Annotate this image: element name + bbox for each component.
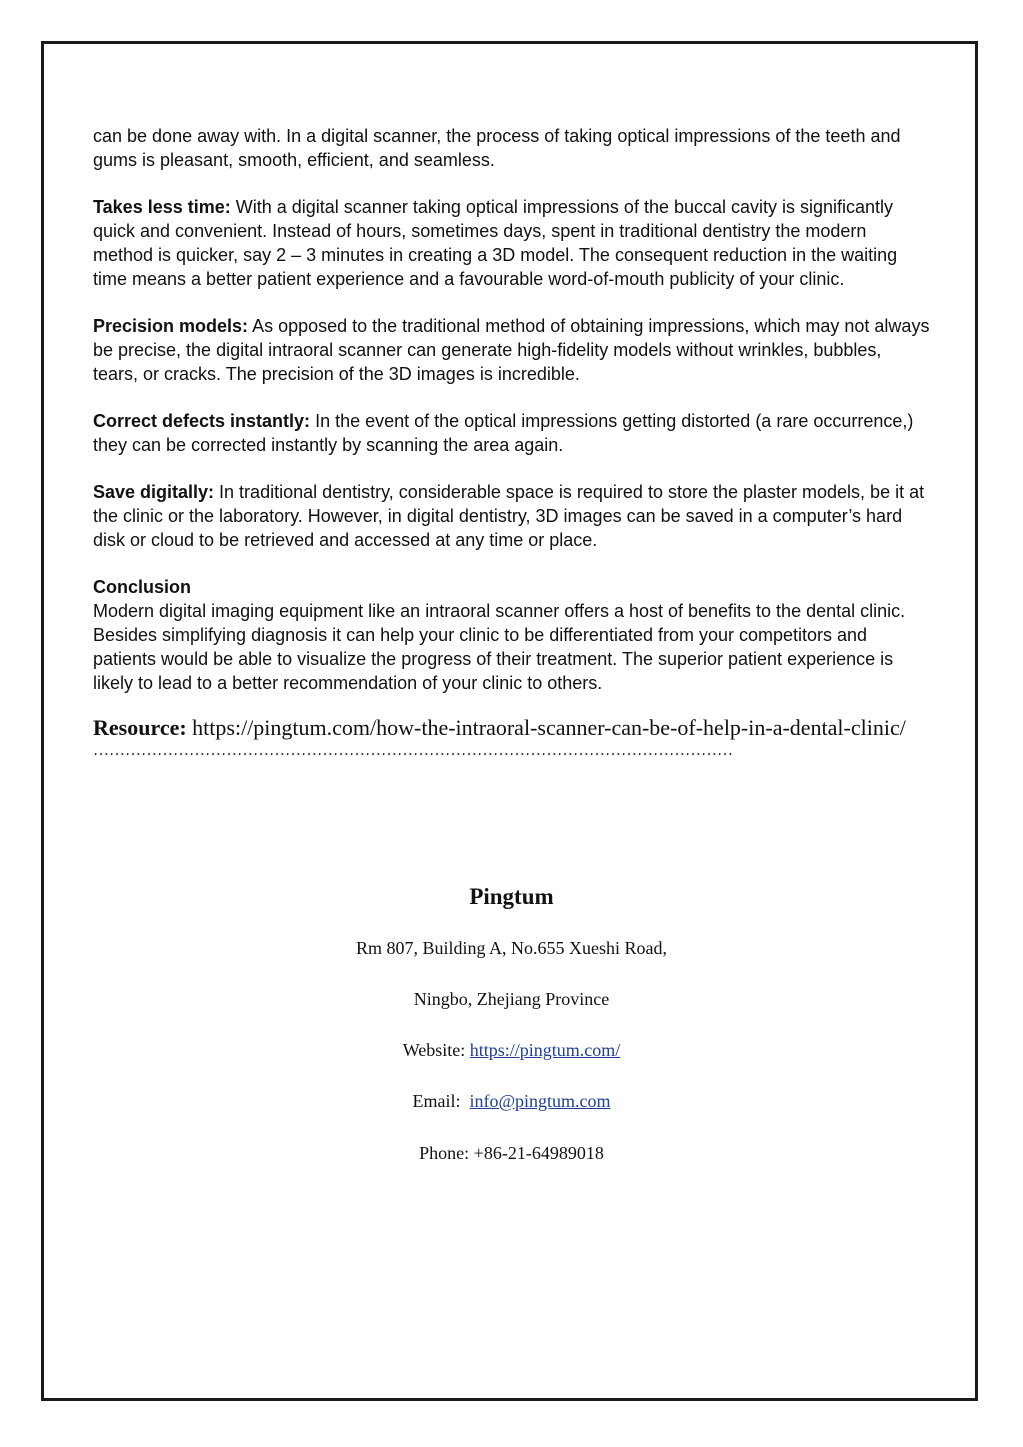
section-save-digitally bbox=[93, 480, 931, 552]
resource-line bbox=[93, 712, 931, 744]
email-link[interactable]: info@pingtum.com bbox=[469, 1091, 611, 1111]
website-label: Website: bbox=[402, 1040, 470, 1060]
resource-url[interactable]: https://pingtum.com/how-the-intraoral-scanner-can-be-of-help-in-a-dental-clinic/ bbox=[186, 715, 906, 740]
section-heading: Precision models: bbox=[93, 316, 249, 336]
conclusion-heading: Conclusion bbox=[93, 577, 191, 597]
section-heading: Takes less time: bbox=[93, 197, 231, 217]
section-correct-defects bbox=[93, 409, 931, 457]
intro-paragraph: can be done away with. In a digital scanner, the process of taking optical impressions of the teeth and gums is pleasant, smooth, efficient, and seamless. bbox=[93, 126, 901, 170]
website-link[interactable]: https://pingtum.com/ bbox=[469, 1040, 621, 1060]
dotted-divider: ………………………………………………………………………………………………………… bbox=[93, 742, 733, 759]
section-text: In the event of the optical impressions getting distorted (a rare occurrence,) they can be corrected instantly by scanning the area again. bbox=[93, 411, 914, 455]
section-heading: Save digitally: bbox=[93, 482, 215, 502]
section-takes-less-time bbox=[93, 195, 931, 291]
section-text: As opposed to the traditional method of obtaining impressions, which may not always be precise, the digital intraoral scanner can generate high-fidelity models without wrinkles, bubbles, tears, or cracks. The precision of the 3D images is incredible. bbox=[93, 316, 930, 384]
website-line bbox=[41, 1040, 982, 1061]
conclusion-paragraph bbox=[93, 575, 931, 695]
phone-line: Phone: +86-21-64989018 bbox=[419, 1143, 604, 1163]
address-line-1: Rm 807, Building A, No.655 Xueshi Road, bbox=[355, 938, 667, 958]
section-text: With a digital scanner taking optical impressions of the buccal cavity is significantly quick and convenient. Instead of hours, sometimes days, spent in traditional dentistry the modern method is quicker, say 2 – 3 minutes in creating a 3D model. The consequent reduction in the waiting time means a better patient experience and a favourable word-of-mouth publicity of your clinic. bbox=[93, 197, 898, 289]
section-precision-models bbox=[93, 314, 931, 386]
email-label: Email: bbox=[412, 1091, 470, 1111]
article-body bbox=[93, 124, 931, 760]
section-text: In traditional dentistry, considerable space is required to store the plaster models, be it at the clinic or the laboratory. However, in digital dentistry, 3D images can be saved in a computer’s hard disk or cloud to be retrieved and accessed at any time or place. bbox=[93, 482, 925, 550]
conclusion-text: Modern digital imaging equipment like an intraoral scanner offers a host of benefits to the dental clinic. Besides simplifying diagnosis it can help your clinic to be differentiated from your competitors and patients would be able to visualize the progress of their treatment. The superior patient experience is likely to lead to a better recommendation of your clinic to others. bbox=[93, 601, 906, 693]
section-heading: Correct defects instantly: bbox=[93, 411, 311, 431]
email-line bbox=[41, 1091, 982, 1112]
company-name: Pingtum bbox=[469, 884, 554, 909]
address-line-2: Ningbo, Zhejiang Province bbox=[413, 989, 610, 1009]
resource-label: Resource: bbox=[93, 715, 187, 740]
